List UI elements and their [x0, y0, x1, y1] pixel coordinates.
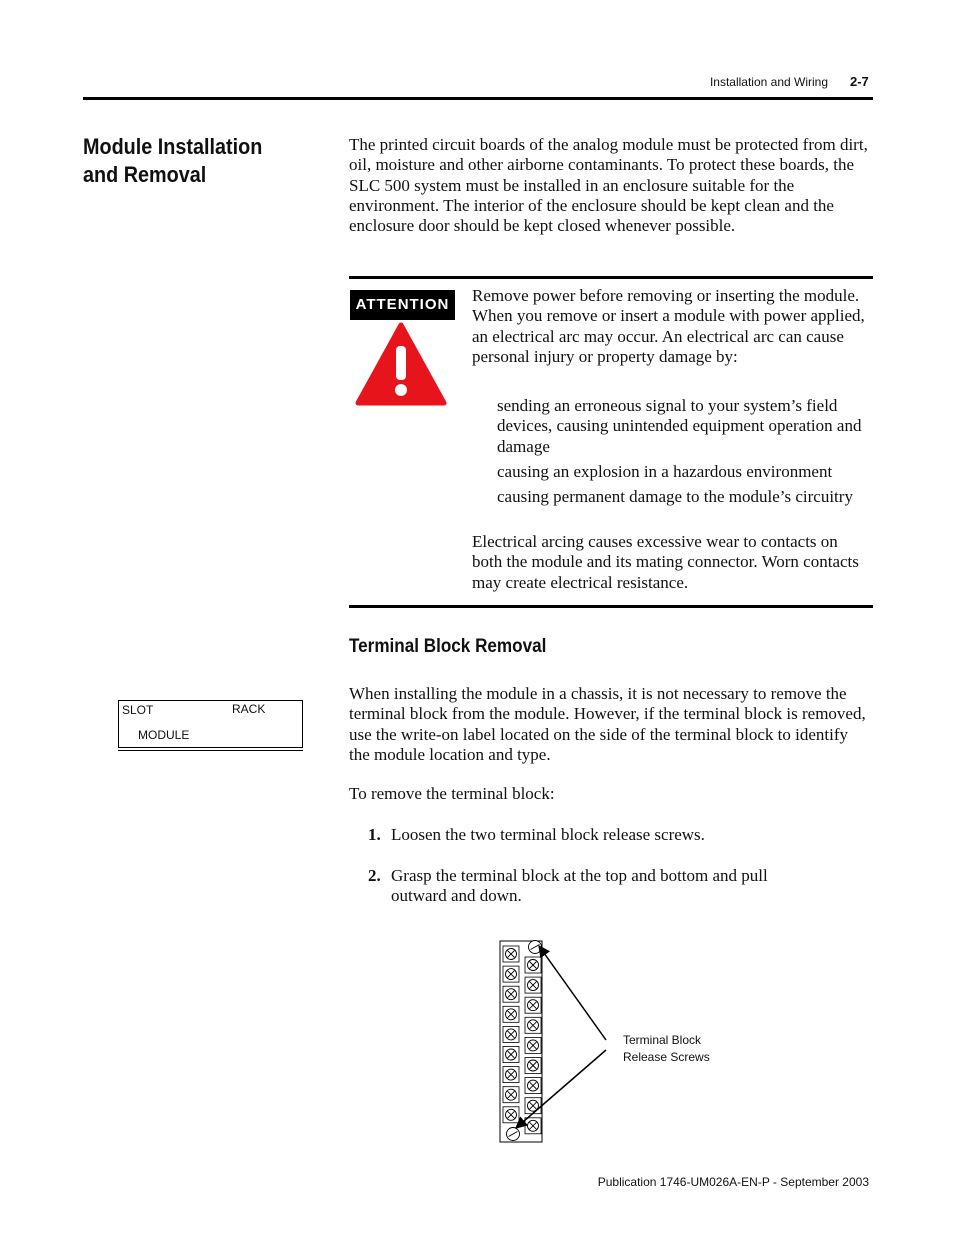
- terminal-screw-icon: [525, 997, 541, 1013]
- attention-final-text: Electrical arcing causes excessive wear to contacts on both the module and its mating connector. Worn contacts may create electrical resistance.: [472, 532, 859, 592]
- label-underline: [118, 750, 303, 751]
- release-screw-icon: [507, 1128, 520, 1141]
- figure-caption-line: Release Screws: [623, 1050, 710, 1064]
- figure-caption: [623, 1032, 710, 1066]
- terminal-screw-icon: [525, 1058, 541, 1074]
- terminal-block-paragraph: When installing the module in a chassis, it is not necessary to remove the terminal block from the module. However, if the terminal block is removed, use the write-on label located on the side of the terminal block to identify the module location and type.: [349, 684, 866, 764]
- procedure-lead: To remove the terminal block:: [349, 784, 555, 803]
- label-rack-text: RACK: [232, 702, 266, 716]
- subsection-heading: Terminal Block Removal: [349, 636, 547, 657]
- header-rule: [83, 97, 873, 100]
- attention-label: ATTENTION: [350, 290, 455, 320]
- terminal-screw-icon: [525, 1098, 541, 1114]
- terminal-screw-icon: [525, 957, 541, 973]
- terminal-screw-icon: [503, 986, 519, 1002]
- page-footer: Publication 1746-UM026A-EN-P - September 2003: [597, 1175, 869, 1189]
- page-number: 2-7: [850, 74, 869, 89]
- intro-paragraph: The printed circuit boards of the analog module must be protected from dirt, oil, moisture and other airborne contaminants. To protect these boards, the SLC 500 system must be installed in an enclosure suitable for the environment. The interior of the enclosure should be kept clean and the enclosure door should be kept closed whenever possible.: [349, 135, 868, 236]
- warning-exclamation-icon: [355, 322, 447, 411]
- attention-text: Remove power before removing or inserting the module. When you remove or insert a module with power applied, an electrical arc may occur. An electrical arc can cause personal injury or property damage by:: [472, 286, 865, 366]
- pointer-arrow-top: [539, 946, 606, 1040]
- terminal-screw-icon: [503, 1026, 519, 1042]
- terminal-screw-icon: [503, 1006, 519, 1022]
- figure-caption-line: Terminal Block: [623, 1033, 702, 1047]
- terminal-block-illustration: [498, 938, 628, 1149]
- step-number: 1.: [368, 825, 381, 844]
- terminal-screw-icon: [503, 1087, 519, 1103]
- terminal-screw-icon: [525, 1078, 541, 1094]
- label-module-text: MODULE: [138, 728, 190, 742]
- attention-bullet: sending an erroneous signal to your system’s field devices, causing unintended equipment operation and damage: [497, 396, 862, 456]
- terminal-screw-icon: [503, 1067, 519, 1083]
- section-heading: Module Installation and Removal: [83, 134, 263, 187]
- terminal-screw-icon: [503, 1047, 519, 1063]
- terminal-screw-icon: [503, 946, 519, 962]
- attention-top-rule: [349, 276, 873, 279]
- running-header-section: Installation and Wiring: [709, 75, 828, 89]
- label-slot-text: SLOT: [122, 703, 154, 717]
- attention-bullet: causing permanent damage to the module’s circuitry: [497, 487, 853, 506]
- terminal-screw-icon: [525, 1017, 541, 1033]
- terminal-screw-icon: [525, 1118, 541, 1134]
- terminal-screw-icon: [525, 1037, 541, 1053]
- attention-bullet: causing an explosion in a hazardous environment: [497, 462, 833, 481]
- terminal-screw-icon: [503, 966, 519, 982]
- step-text: Loosen the two terminal block release screws.: [391, 825, 705, 844]
- step-text: Grasp the terminal block at the top and bottom and pull outward and down.: [391, 866, 768, 906]
- terminal-screw-icon: [525, 977, 541, 993]
- attention-bottom-rule: [349, 605, 873, 608]
- terminal-screw-icon: [503, 1107, 519, 1123]
- step-number: 2.: [368, 866, 381, 885]
